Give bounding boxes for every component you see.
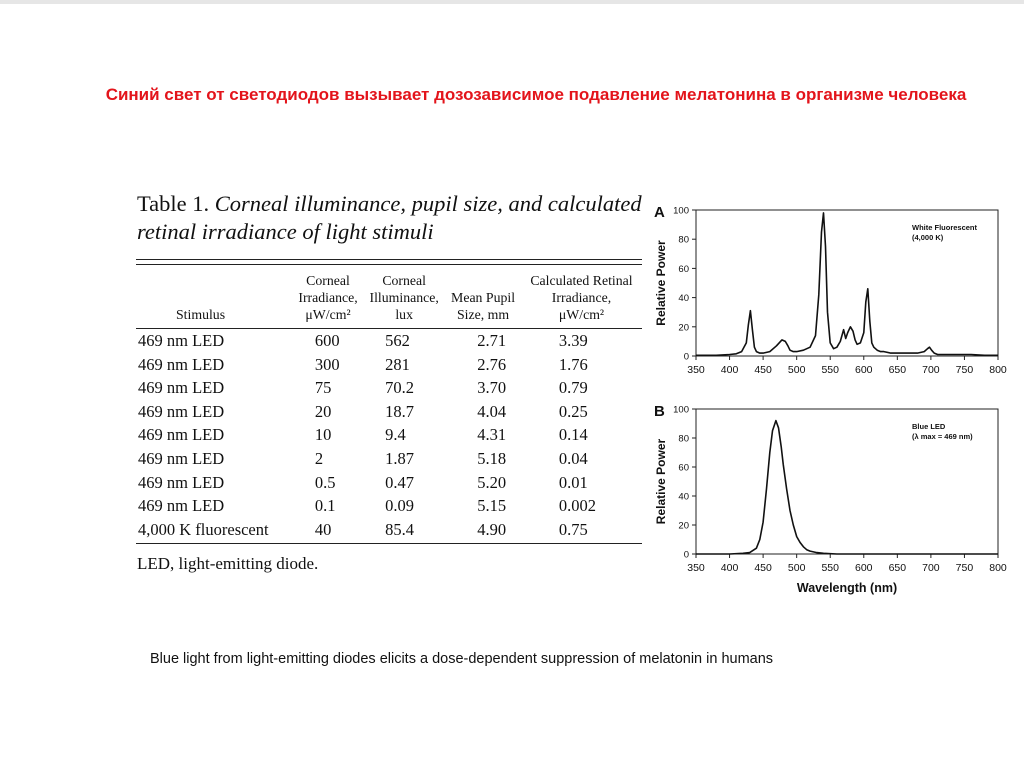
header-corneal-illuminance xyxy=(363,265,445,328)
top-border xyxy=(0,0,1024,4)
table-rule-bottom xyxy=(136,543,642,544)
cell-retinal-irradiance: 0.79 xyxy=(558,378,588,398)
header-text: μW/cm² xyxy=(305,307,351,322)
cell-stimulus: 4,000 K fluorescent xyxy=(138,519,269,539)
x-tick-label: 450 xyxy=(754,364,772,376)
cell-mean-pupil-size: 2.71 xyxy=(477,331,507,350)
y-tick-label: 60 xyxy=(678,462,689,474)
header-text: Calculated Retinal xyxy=(530,273,633,288)
cell-corneal-illuminance: 1.87 xyxy=(385,448,415,468)
table-row xyxy=(136,376,642,400)
y-tick-label: 80 xyxy=(678,234,689,246)
cell-corneal-irradiance: 0.5 xyxy=(314,472,336,492)
cell-stimulus: 469 nm LED xyxy=(138,331,225,350)
table-row xyxy=(136,423,642,447)
header-stimulus xyxy=(136,265,293,328)
cell-stimulus: 469 nm LED xyxy=(138,496,225,516)
table-caption-line1: Corneal illuminance, pupil size, and calculated xyxy=(214,191,642,216)
x-tick-label: 400 xyxy=(720,562,739,574)
header-text: Size, mm xyxy=(456,307,510,322)
header-stimulus-text: Stimulus xyxy=(176,307,226,322)
header-text: μW/cm² xyxy=(558,307,605,322)
table-footnote: LED, light-emitting diode. xyxy=(137,554,319,574)
cell-corneal-irradiance: 2 xyxy=(314,448,324,468)
cell-mean-pupil-size: 4.31 xyxy=(477,425,507,445)
x-tick-label: 600 xyxy=(855,364,873,376)
table-number: Table 1. xyxy=(137,191,210,216)
cell-corneal-illuminance: 18.7 xyxy=(385,401,415,421)
y-tick-label: 0 xyxy=(683,351,689,363)
header-text: Irradiance, xyxy=(551,290,612,305)
header-corneal-irradiance xyxy=(293,265,363,328)
cell-corneal-irradiance: 40 xyxy=(314,519,332,539)
legend-text: White Fluorescent xyxy=(912,223,978,232)
x-tick-label: 400 xyxy=(720,364,739,376)
x-tick-label: 500 xyxy=(787,562,806,574)
cell-corneal-irradiance: 0.1 xyxy=(314,496,336,516)
table-header-row xyxy=(136,265,642,328)
table-row xyxy=(136,518,642,542)
header-text: Corneal xyxy=(306,273,350,288)
cell-mean-pupil-size: 5.18 xyxy=(477,448,507,468)
x-tick-label: 700 xyxy=(922,364,940,376)
legend-text: (λ max = 469 nm) xyxy=(912,432,973,441)
plot-frame xyxy=(696,409,998,554)
header-text: Irradiance, xyxy=(298,290,358,305)
cell-mean-pupil-size: 4.04 xyxy=(477,401,507,421)
cell-corneal-illuminance: 0.09 xyxy=(385,496,415,516)
cell-corneal-irradiance: 600 xyxy=(314,331,340,350)
legend-text: Blue LED xyxy=(912,422,946,431)
cell-stimulus: 469 nm LED xyxy=(138,378,225,398)
y-axis-label: Relative Power xyxy=(654,438,668,525)
chart-panel-b xyxy=(648,397,1018,617)
x-tick-label: 450 xyxy=(754,562,772,574)
data-table-block xyxy=(136,190,642,574)
slide-title: Синий свет от светодиодов вызывает дозозависимое подавление мелатонина в организме человека xyxy=(105,85,967,104)
header-text: Corneal xyxy=(382,273,426,288)
y-tick-label: 40 xyxy=(678,293,689,305)
cell-corneal-illuminance: 85.4 xyxy=(385,519,415,539)
cell-corneal-irradiance: 10 xyxy=(314,425,332,445)
cell-retinal-irradiance: 0.75 xyxy=(558,519,588,539)
chart-b-svg xyxy=(648,397,1018,612)
cell-corneal-illuminance: 0.47 xyxy=(385,472,415,492)
cell-mean-pupil-size: 4.90 xyxy=(477,519,507,539)
cell-corneal-irradiance: 75 xyxy=(314,378,332,398)
x-tick-label: 600 xyxy=(855,562,873,574)
cell-retinal-irradiance: 1.76 xyxy=(558,354,588,374)
cell-retinal-irradiance: 0.04 xyxy=(558,448,588,468)
table-rule-top xyxy=(136,259,642,260)
table-row xyxy=(136,400,642,424)
panel-label: A xyxy=(654,204,665,221)
cell-corneal-illuminance: 9.4 xyxy=(385,425,406,445)
table-row xyxy=(136,471,642,495)
y-tick-label: 60 xyxy=(678,263,689,275)
cell-mean-pupil-size: 5.15 xyxy=(477,496,507,516)
cell-retinal-irradiance: 0.14 xyxy=(558,425,588,445)
x-tick-label: 800 xyxy=(989,364,1007,376)
series-line xyxy=(696,213,998,355)
header-mean-pupil-size xyxy=(445,265,521,328)
cell-retinal-irradiance: 0.002 xyxy=(558,496,597,516)
chart-panel-a xyxy=(648,196,1018,391)
header-text: lux xyxy=(395,307,413,322)
data-table xyxy=(136,265,642,541)
cell-corneal-illuminance: 281 xyxy=(385,354,410,374)
panel-label: B xyxy=(654,403,665,420)
cell-corneal-illuminance: 562 xyxy=(385,331,410,350)
x-tick-label: 700 xyxy=(922,562,940,574)
x-tick-label: 350 xyxy=(687,562,705,574)
y-tick-label: 40 xyxy=(678,491,689,503)
cell-corneal-irradiance: 20 xyxy=(314,401,332,421)
cell-retinal-irradiance: 3.39 xyxy=(558,331,588,350)
cell-stimulus: 469 nm LED xyxy=(138,448,225,468)
x-tick-label: 750 xyxy=(955,364,974,376)
x-tick-label: 500 xyxy=(787,364,806,376)
header-text: Mean Pupil xyxy=(451,290,516,305)
y-tick-label: 0 xyxy=(683,549,689,561)
x-tick-label: 650 xyxy=(888,562,907,574)
slide-caption-english: Blue light from light-emitting diodes elicits a dose-dependent suppression of melatonin in humans xyxy=(150,651,774,667)
cell-stimulus: 469 nm LED xyxy=(138,354,225,374)
table-row xyxy=(136,447,642,471)
y-tick-label: 20 xyxy=(678,520,689,532)
cell-stimulus: 469 nm LED xyxy=(138,425,225,445)
x-axis-label: Wavelength (nm) xyxy=(796,581,898,595)
table-row xyxy=(136,329,642,353)
cell-corneal-irradiance: 300 xyxy=(314,354,340,374)
table-caption xyxy=(137,190,642,246)
table-row xyxy=(136,494,642,518)
x-tick-label: 800 xyxy=(989,562,1007,574)
cell-retinal-irradiance: 0.25 xyxy=(558,401,588,421)
y-tick-label: 80 xyxy=(678,433,689,445)
table-row xyxy=(136,353,642,377)
chart-a-svg xyxy=(648,196,1018,386)
legend-text: (4,000 K) xyxy=(912,233,944,242)
x-tick-label: 550 xyxy=(821,364,839,376)
y-tick-label: 100 xyxy=(673,404,689,416)
y-tick-label: 100 xyxy=(673,205,689,217)
cell-mean-pupil-size: 2.76 xyxy=(477,354,507,374)
cell-stimulus: 469 nm LED xyxy=(138,401,225,421)
cell-mean-pupil-size: 3.70 xyxy=(477,378,507,398)
x-tick-label: 650 xyxy=(888,364,907,376)
x-tick-label: 750 xyxy=(955,562,974,574)
y-tick-label: 20 xyxy=(678,322,689,334)
x-tick-label: 350 xyxy=(687,364,705,376)
cell-mean-pupil-size: 5.20 xyxy=(477,472,507,492)
y-axis-label: Relative Power xyxy=(654,240,668,326)
cell-retinal-irradiance: 0.01 xyxy=(558,472,588,492)
table-caption-line2: retinal irradiance of light stimuli xyxy=(137,219,434,244)
x-tick-label: 550 xyxy=(821,562,839,574)
header-text: Illuminance, xyxy=(369,290,439,305)
cell-corneal-illuminance: 70.2 xyxy=(385,378,415,398)
cell-stimulus: 469 nm LED xyxy=(138,472,225,492)
header-calculated-retinal-irradiance xyxy=(521,265,642,328)
